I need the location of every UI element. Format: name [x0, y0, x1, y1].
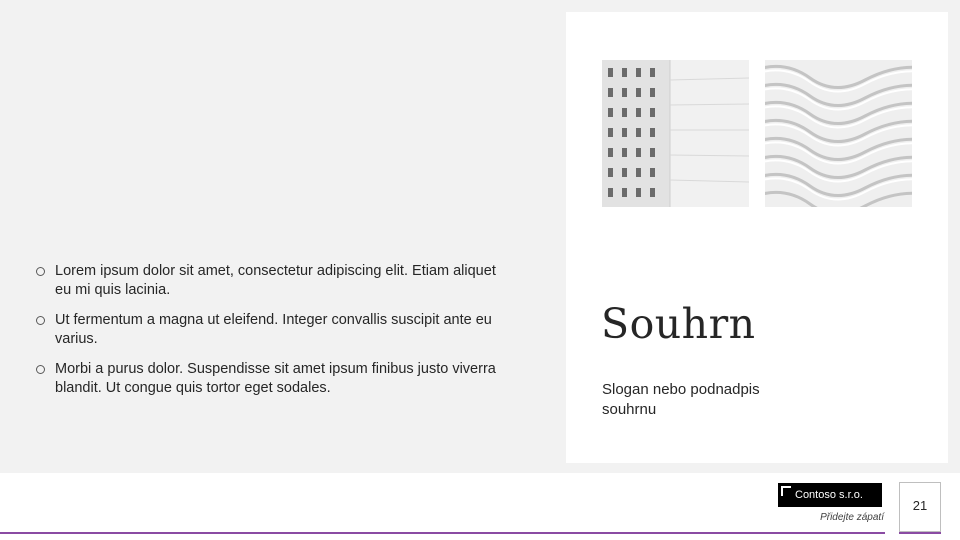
- bullet-item[interactable]: [36, 360, 506, 398]
- wave-pattern-image[interactable]: [765, 60, 912, 207]
- building-facade-image[interactable]: [602, 60, 749, 207]
- bullet-circle-icon: [36, 267, 45, 276]
- page-number: [899, 482, 941, 532]
- footer-accent-line: [0, 532, 885, 534]
- page-number-accent-line: [899, 532, 941, 534]
- corner-bracket-icon: [781, 486, 791, 496]
- bullet-text: Ut fermentum a magna ut eleifend. Integer convallis suscipit ante eu varius.: [55, 312, 492, 347]
- bullet-circle-icon: [36, 316, 45, 325]
- summary-subtitle[interactable]: Slogan nebo podnadpis souhrnu: [602, 381, 760, 418]
- wave-pattern-graphic: [765, 60, 912, 207]
- summary-title[interactable]: Souhrn: [601, 300, 756, 348]
- footer-text[interactable]: Přidejte zápatí: [820, 512, 884, 523]
- company-logo[interactable]: [778, 483, 882, 507]
- company-name: Contoso s.r.o.: [795, 489, 863, 501]
- page-number-value: 21: [912, 498, 928, 513]
- bullet-text: Lorem ipsum dolor sit amet, consectetur adipiscing elit. Etiam aliquet eu mi quis lacinia.: [55, 263, 496, 298]
- bullet-circle-icon: [36, 365, 45, 374]
- bullet-item[interactable]: [36, 311, 506, 349]
- bullet-text: Morbi a purus dolor. Suspendisse sit amet ipsum finibus justo viverra blandit. Ut congue quis tortor eget sodales.: [55, 361, 496, 396]
- bullet-item[interactable]: [36, 262, 506, 300]
- bullet-list: [36, 262, 506, 409]
- summary-panel: [566, 12, 948, 463]
- building-facade-graphic: [602, 60, 749, 207]
